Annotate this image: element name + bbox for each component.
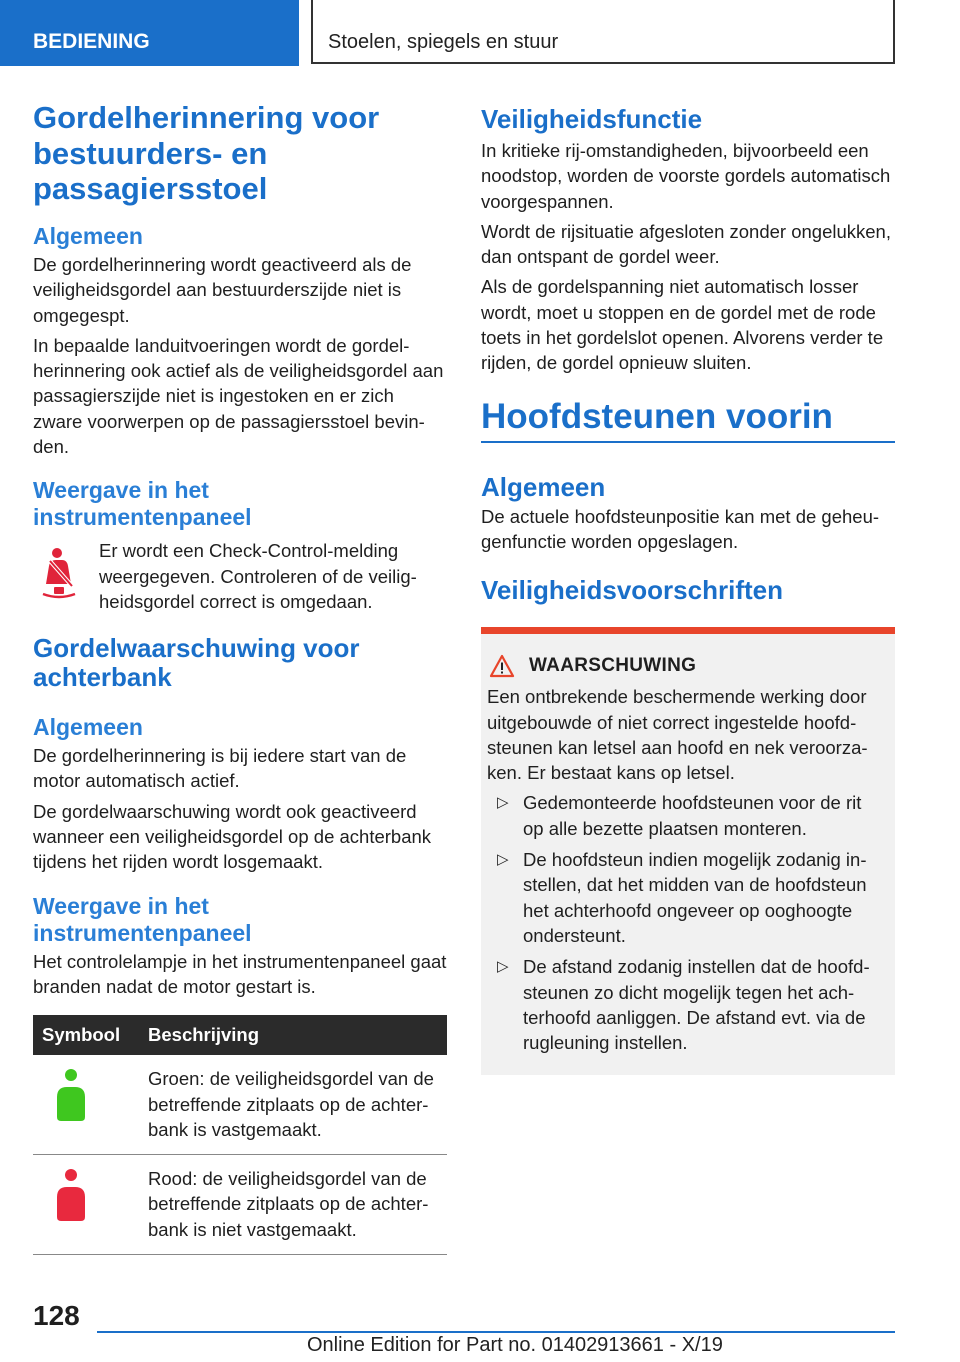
table-row	[33, 1055, 447, 1154]
description-cell: Rood: de veiligheidsgordel van de betreffende zitplaats op de achterbank is niet vastgemaakt.	[139, 1155, 447, 1255]
heading-line: instrumentenpaneel	[33, 504, 252, 531]
list-item-text: Gedemonteerde hoofdsteunen voor de rit op alle bezette plaatsen monteren.	[523, 792, 862, 839]
list-item-text: De afstand zodanig instellen dat de hoofdsteunen zo dicht mogelijk tegen het achterhoofd aanliggen. De afstand evt. via de rugleuning instellen.	[523, 956, 870, 1054]
paragraph: Er wordt een Check-Control-melding weergegeven. Controleren of de veiligheidsgordel correct is omgedaan.	[99, 540, 417, 612]
paragraph: De gordelherinnering wordt geactiveerd als de veiligheidsgordel aan bestuurderszijde niet is omgegespt.	[33, 253, 412, 326]
heading-line: Weergave in het	[33, 892, 209, 919]
page-number: 128	[33, 1300, 80, 1331]
list-item-text: De hoofdsteun indien mogelijk zodanig instellen, dat het midden van de hoofdsteun het achterhoofd ongeveer op ooghoogte ondersteunt.	[523, 849, 867, 946]
seatbelt-warning-icon	[33, 538, 99, 608]
list-item	[487, 954, 887, 1055]
bullet-triangle-icon: ▷	[497, 851, 509, 869]
bullet-triangle-icon: ▷	[497, 794, 509, 812]
column-header-beschrijving: Beschrijving	[139, 1015, 447, 1055]
subheading-weergave	[33, 893, 447, 947]
paragraph: Het controlelampje in het instrumentenpaneel gaat branden nadat de motor gestart is.	[33, 950, 447, 997]
indicator-row	[33, 538, 447, 614]
heading-line: instrumentenpaneel	[33, 919, 252, 946]
heading-gordelwaarschuwing	[33, 634, 447, 692]
paragraph: Wordt de rijsituatie afgesloten zonder ongelukken, dan ontspant de gordel weer.	[481, 220, 891, 268]
warning-bullets	[487, 790, 887, 1055]
table-header-row	[33, 1015, 447, 1055]
paragraph: De actuele hoofdsteunpositie kan met de geheugenfunctie worden opgeslagen.	[481, 505, 880, 552]
paragraph: In kritieke rij-omstandigheden, bijvoorbeeld een noodstop, worden de voorste gordels automatisch voorgespannen.	[481, 140, 891, 212]
page-header	[0, 0, 960, 66]
subheading-algemeen: Algemeen	[481, 471, 606, 502]
heading-hoofdsteunen: Hoofdsteunen voorin	[481, 396, 833, 436]
warning-label: WAARSCHUWING	[529, 655, 697, 677]
heading-gordelherinnering	[33, 100, 447, 207]
bullet-triangle-icon: ▷	[497, 958, 509, 976]
subheading-weergave	[33, 477, 447, 531]
chapter-tab: BEDIENING	[0, 0, 299, 66]
heading-line: bestuurders- en passagiersstoel	[33, 135, 268, 207]
list-item	[487, 790, 887, 841]
subheading-algemeen: Algemeen	[33, 714, 143, 741]
subheading-algemeen: Algemeen	[33, 222, 143, 249]
symbol-cell	[33, 1055, 139, 1154]
warning-box	[481, 627, 895, 1075]
title-rule	[481, 396, 895, 443]
symbol-table	[33, 1015, 447, 1255]
paragraph: De gordelwaarschuwing wordt ook geactiveerd wanneer een veiligheidsgordel op de achterbank tijdens het rijden wordt losgemaakt.	[33, 800, 432, 873]
warning-text: Een ontbrekende beschermende werking door uitgebouwde of niet correct ingestelde hoofdsteunen kan letsel aan hoofd en nek veroorzaken. Er bestaat kans op letsel.	[487, 686, 868, 784]
paragraph: Als de gordelspanning niet automatisch losser wordt, moet u stoppen en de gordel met de rode toets in het gordelslot openen. Alvorens verder te rijden, de gordel opnieuw sluiten.	[481, 276, 884, 374]
heading-veiligheidsvoorschriften: Veiligheidsvoorschriften	[481, 575, 783, 606]
warning-title	[487, 654, 887, 678]
symbol-cell	[33, 1155, 139, 1255]
edition-text: Online Edition for Part no. 01402913661 - X/19	[307, 1334, 723, 1356]
column-header-symbool: Symbool	[33, 1015, 139, 1055]
footer-rule	[97, 1331, 895, 1333]
heading-line: Gordelherinnering voor	[33, 100, 380, 135]
paragraph: In bepaalde landuitvoeringen wordt de gordelherinnering ook actief als de veiligheidsgordel aan passagierszijde niet is ingestoken en er zich zware voorwerpen op de passagiersstoel bevinden.	[33, 334, 444, 457]
heading-veiligheidsfunctie: Veiligheidsfunctie	[481, 104, 703, 134]
description-cell: Groen: de veiligheidsgordel van de betreffende zitplaats op de achterbank is vastgemaakt.	[139, 1055, 447, 1154]
seat-occupant-green-icon	[51, 1067, 91, 1127]
table-row	[33, 1155, 447, 1255]
section-title: Stoelen, spiegels en stuur	[311, 0, 895, 64]
list-item	[487, 847, 887, 948]
left-column	[33, 100, 447, 1255]
right-column	[481, 100, 895, 1075]
warning-triangle-icon	[489, 654, 515, 678]
seat-occupant-red-icon	[51, 1167, 91, 1227]
heading-line: Weergave in het	[33, 477, 209, 504]
paragraph: De gordelherinnering is bij iedere start van de motor automatisch actief.	[33, 745, 407, 792]
heading-line: Gordelwaarschuwing voor	[33, 633, 360, 664]
heading-line: achterbank	[33, 662, 172, 693]
